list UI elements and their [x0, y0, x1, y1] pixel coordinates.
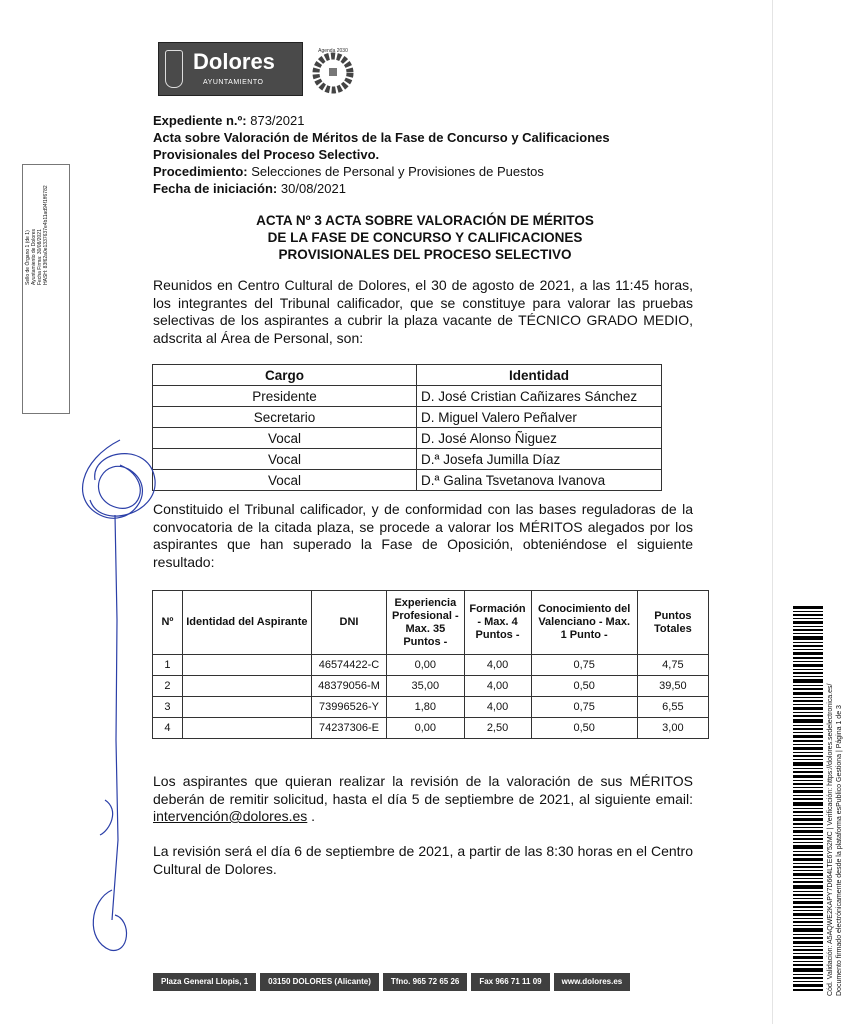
fecha-value: 30/08/2021 [280, 181, 346, 196]
table-row [153, 428, 662, 449]
results-header-dni: DNI [311, 591, 386, 655]
document-title [150, 212, 700, 263]
cell-num: 3 [153, 697, 183, 718]
cell-totales: 4,75 [637, 655, 708, 676]
revision-text: Los aspirantes que quieran realizar la revisión de la valoración de sus MÉRITOS deberán de remitir solicitud, hasta el día 5 de septiembre de 2021, al siguiente email: [153, 773, 693, 807]
results-header-num: Nº [153, 591, 183, 655]
cell-identidad [182, 697, 311, 718]
dolores-logo [158, 42, 363, 102]
verification-line2: Documento firmado electrónicamente desde la plataforma esPublico Gestiona | Página 1 de 3 [836, 705, 843, 996]
cell-formacion: 4,00 [464, 655, 531, 676]
procedimiento-label: Procedimiento: [153, 164, 248, 179]
procedimiento-line [153, 163, 673, 180]
crest-icon [165, 50, 183, 88]
results-table [152, 590, 709, 739]
results-header-identidad: Identidad del Aspirante [182, 591, 311, 655]
document-header [153, 112, 673, 197]
logo-box [158, 42, 303, 96]
cell-valenciano: 0,75 [531, 697, 637, 718]
paragraph-reunidos: Reunidos en Centro Cultural de Dolores, el 30 de agosto de 2021, a las 11:45 horas, los integrantes del Tribunal calificador, que se constituye para valorar las pruebas selectivas de los aspirantes a cubrir la plaza vacante de TÉCNICO GRADO MEDIO, adscrita al Área de Personal, son: [153, 277, 693, 346]
organ-stamp [22, 164, 70, 414]
table-row [153, 718, 709, 739]
acta-line1: Acta sobre Valoración de Méritos de la Fase de Concurso y Calificaciones [153, 130, 610, 145]
stamp-line1: Sello de Órgano 1 (de 1) [25, 230, 31, 285]
fecha-line [153, 180, 673, 197]
paragraph-revision-solicitud [153, 773, 693, 826]
cell-formacion: 4,00 [464, 697, 531, 718]
results-header-valenciano: Conocimiento del Valenciano - Max. 1 Punto - [531, 591, 637, 655]
tribunal-header-identidad: Identidad [417, 365, 662, 386]
verification-line1[interactable]: Cód. Validación: A5AQWE2KAPY7D664LTE6Y52MC | Verificación: https://dolores.sedelectronica.es/ [827, 683, 834, 996]
cargo-cell: Vocal [153, 470, 417, 491]
table-row [153, 655, 709, 676]
results-header-totales: Puntos Totales [637, 591, 708, 655]
logo-subtitle: AYUNTAMIENTO [203, 79, 264, 86]
seal-text: Agenda 2030 [318, 48, 348, 54]
identidad-cell: D. José Cristian Cañizares Sánchez [417, 386, 662, 407]
stamp-line2: Ayuntamiento de Dolores [31, 228, 37, 285]
cell-dni: 73996526-Y [311, 697, 386, 718]
table-row [153, 449, 662, 470]
table-row [153, 407, 662, 428]
title-line2: DE LA FASE DE CONCURSO Y CALIFICACIONES [267, 230, 583, 245]
cell-num: 4 [153, 718, 183, 739]
procedimiento-value: Selecciones de Personal y Provisiones de Puestos [251, 164, 544, 179]
cell-experiencia: 0,00 [387, 655, 464, 676]
cell-num: 2 [153, 676, 183, 697]
expediente-line [153, 112, 673, 129]
cell-dni: 48379056-M [311, 676, 386, 697]
identidad-cell: D. José Alonso Ñiguez [417, 428, 662, 449]
stamp-line3: Fecha Firma: 30/08/2021 [37, 229, 43, 285]
page-edge-line [772, 0, 773, 1024]
cell-experiencia: 0,00 [387, 718, 464, 739]
tribunal-table [152, 364, 662, 491]
results-header-experiencia: Experiencia Profesional - Max. 35 Puntos - [387, 591, 464, 655]
cargo-cell: Secretario [153, 407, 417, 428]
cell-totales: 6,55 [637, 697, 708, 718]
tribunal-header-cargo: Cargo [153, 365, 417, 386]
table-row [153, 386, 662, 407]
paragraph-constituido: Constituido el Tribunal calificador, y de conformidad con las bases reguladoras de la convocatoria de la citada plaza, se procede a valorar los MÉRITOS alegados por los aspirantes que han superado la Fase de Oposición, obteniéndose el siguiente resultado: [153, 501, 693, 570]
footer-fax: Fax 966 71 11 09 [471, 973, 549, 991]
footer-bar [153, 973, 630, 993]
footer-address: Plaza General Llopis, 1 [153, 973, 256, 991]
cell-identidad [182, 676, 311, 697]
table-row [153, 676, 709, 697]
table-row [153, 470, 662, 491]
identidad-cell: D.ª Josefa Jumilla Díaz [417, 449, 662, 470]
cell-formacion: 4,00 [464, 676, 531, 697]
footer-postal: 03150 DOLORES (Alicante) [260, 973, 379, 991]
cell-experiencia: 35,00 [387, 676, 464, 697]
cargo-cell: Vocal [153, 428, 417, 449]
cargo-cell: Presidente [153, 386, 417, 407]
cell-dni: 74237306-E [311, 718, 386, 739]
verification-text [826, 656, 844, 996]
footer-web[interactable]: www.dolores.es [554, 973, 631, 991]
cell-totales: 3,00 [637, 718, 708, 739]
acta-line2: Provisionales del Proceso Selectivo. [153, 147, 380, 162]
stamp-text [25, 185, 49, 285]
cargo-cell: Vocal [153, 449, 417, 470]
paragraph-revision-fecha: La revisión será el día 6 de septiembre de 2021, a partir de las 8:30 horas en el Centro Cultural de Dolores. [153, 843, 693, 877]
footer-phone: Tfno. 965 72 65 26 [383, 973, 467, 991]
expediente-value: 873/2021 [250, 113, 305, 128]
identidad-cell: D. Miguel Valero Peñalver [417, 407, 662, 428]
cell-valenciano: 0,50 [531, 676, 637, 697]
agenda-2030-seal-icon [308, 46, 358, 96]
cell-identidad [182, 718, 311, 739]
fecha-label: Fecha de iniciación: [153, 181, 278, 196]
table-row [153, 697, 709, 718]
identidad-cell: D.ª Galina Tsvetanova Ivanova [417, 470, 662, 491]
results-header-formacion: Formación - Max. 4 Puntos - [464, 591, 531, 655]
expediente-label: Expediente n.º: [153, 113, 247, 128]
cell-valenciano: 0,75 [531, 655, 637, 676]
barcode-icon [793, 606, 823, 991]
title-line3: PROVISIONALES DEL PROCESO SELECTIVO [278, 247, 572, 262]
cell-formacion: 2,50 [464, 718, 531, 739]
cell-dni: 46574422-C [311, 655, 386, 676]
cell-experiencia: 1,80 [387, 697, 464, 718]
cell-identidad [182, 655, 311, 676]
handwritten-signature [60, 420, 170, 980]
email-suffix: . [307, 808, 316, 824]
email-link[interactable]: intervención@dolores.es [153, 808, 308, 824]
stamp-line4: HASH: 83f62a0e1337637e4b11ad94f1ff6782 [43, 185, 49, 285]
logo-name: Dolores [193, 49, 275, 74]
cell-valenciano: 0,50 [531, 718, 637, 739]
title-line1: ACTA Nº 3 ACTA SOBRE VALORACIÓN DE MÉRITOS [256, 213, 594, 228]
cell-totales: 39,50 [637, 676, 708, 697]
cell-num: 1 [153, 655, 183, 676]
